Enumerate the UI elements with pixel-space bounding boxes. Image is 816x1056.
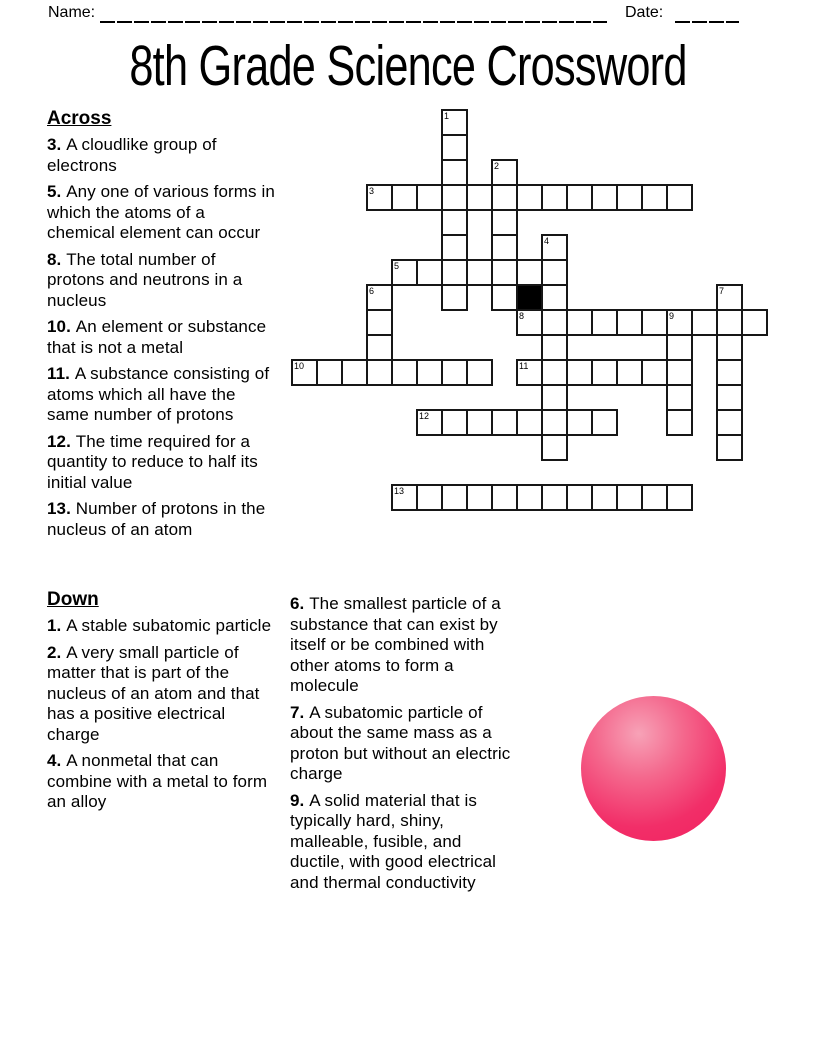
grid-cell-r10-c15[interactable] (666, 359, 693, 386)
grid-cell-r11-c17[interactable] (716, 384, 743, 411)
clue-text: The smallest particle of a substance that can exist by itself or be combined with other atoms to form a molecule (290, 594, 501, 695)
grid-cell-r7-c17[interactable] (716, 284, 743, 311)
grid-cell-r12-c9[interactable] (516, 409, 543, 436)
grid-cell-r12-c8[interactable] (491, 409, 518, 436)
grid-cell-r11-c15[interactable] (666, 384, 693, 411)
clue-number: 4. (47, 751, 67, 770)
grid-cell-r9-c15[interactable] (666, 334, 693, 361)
grid-cell-r15-c14[interactable] (641, 484, 668, 511)
clue-text: A substance consisting of atoms which all have the same number of protons (47, 364, 270, 424)
grid-cell-r10-c4[interactable] (391, 359, 418, 386)
grid-cell-r12-c17[interactable] (716, 409, 743, 436)
clue-across-12 (47, 432, 275, 494)
grid-cell-r10-c7[interactable] (466, 359, 493, 386)
pink-sphere-illustration (581, 696, 726, 841)
grid-cell-r13-c17[interactable] (716, 434, 743, 461)
grid-cell-r15-c4[interactable] (391, 484, 418, 511)
clue-number: 8. (47, 249, 67, 269)
grid-cell-r6-c9[interactable] (516, 259, 543, 286)
grid-cell-r6-c6[interactable] (441, 259, 468, 286)
grid-cell-r8-c3[interactable] (366, 309, 393, 336)
clue-number: 3. (47, 135, 67, 154)
clue-text: The total number of protons and neutrons in a nucleus (47, 249, 243, 310)
grid-cell-r8-c11[interactable] (566, 309, 593, 336)
clue-text: A stable subatomic particle (66, 616, 272, 635)
clue-text: A subatomic particle of about the same mass as a proton but without an electric charge (290, 702, 511, 783)
clue-across-5 (47, 182, 275, 244)
grid-cell-r3-c11[interactable] (566, 184, 593, 211)
clue-across-8 (47, 250, 275, 312)
grid-cell-r5-c10[interactable] (541, 234, 568, 261)
clue-text: A cloudlike group of electrons (47, 135, 217, 175)
grid-cell-r3-c5[interactable] (416, 184, 443, 211)
grid-cell-r10-c2[interactable] (341, 359, 368, 386)
cell-number: 7 (719, 286, 725, 296)
grid-cell-r3-c14[interactable] (641, 184, 668, 211)
clue-text: A nonmetal that can combine with a metal to form an alloy (47, 751, 268, 811)
grid-cell-r12-c7[interactable] (466, 409, 493, 436)
grid-cell-r10-c3[interactable] (366, 359, 393, 386)
clue-down-2 (47, 643, 277, 746)
grid-cell-r13-c10[interactable] (541, 434, 568, 461)
cell-number: 10 (294, 361, 305, 371)
cell-number: 1 (444, 111, 450, 121)
cell-number: 3 (369, 186, 375, 196)
grid-cell-r8-c15[interactable] (666, 309, 693, 336)
grid-cell-r15-c15[interactable] (666, 484, 693, 511)
clue-number: 7. (290, 702, 310, 722)
grid-cell-r12-c11[interactable] (566, 409, 593, 436)
grid-cell-r10-c1[interactable] (316, 359, 343, 386)
grid-cell-r12-c5[interactable] (416, 409, 443, 436)
grid-cell-r6-c8[interactable] (491, 259, 518, 286)
grid-cell-r10-c0[interactable] (291, 359, 318, 386)
grid-cell-r12-c10[interactable] (541, 409, 568, 436)
clue-text: Number of protons in the nucleus of an atom (47, 499, 266, 539)
grid-cell-r1-c6[interactable] (441, 134, 468, 161)
grid-cell-r15-c11[interactable] (566, 484, 593, 511)
clue-number: 9. (290, 790, 310, 810)
grid-cell-r8-c12[interactable] (591, 309, 618, 336)
grid-cell-black (516, 284, 543, 311)
grid-cell-r15-c6[interactable] (441, 484, 468, 511)
grid-cell-r6-c4[interactable] (391, 259, 418, 286)
grid-cell-r4-c6[interactable] (441, 209, 468, 236)
grid-cell-r3-c6[interactable] (441, 184, 468, 211)
grid-cell-r15-c9[interactable] (516, 484, 543, 511)
grid-cell-r3-c12[interactable] (591, 184, 618, 211)
clue-number: 1. (47, 616, 67, 635)
grid-cell-r9-c17[interactable] (716, 334, 743, 361)
cell-number: 2 (494, 161, 500, 171)
grid-cell-r10-c5[interactable] (416, 359, 443, 386)
clue-across-11 (47, 364, 275, 426)
grid-cell-r0-c6[interactable] (441, 109, 468, 136)
cell-number: 6 (369, 286, 375, 296)
grid-cell-r12-c12[interactable] (591, 409, 618, 436)
name-blank-line (100, 21, 607, 23)
cell-number: 8 (519, 311, 525, 321)
page-title: 8th Grade Science Crossword (129, 34, 687, 98)
grid-cell-r8-c10[interactable] (541, 309, 568, 336)
cell-number: 12 (419, 411, 430, 421)
down-heading: Down (47, 589, 99, 610)
grid-cell-r15-c7[interactable] (466, 484, 493, 511)
grid-cell-r10-c12[interactable] (591, 359, 618, 386)
across-clues-section (47, 108, 275, 546)
grid-cell-r3-c10[interactable] (541, 184, 568, 211)
grid-cell-r15-c5[interactable] (416, 484, 443, 511)
grid-cell-r3-c13[interactable] (616, 184, 643, 211)
grid-cell-r8-c9[interactable] (516, 309, 543, 336)
grid-cell-r3-c15[interactable] (666, 184, 693, 211)
clue-number: 11. (47, 364, 75, 383)
grid-cell-r3-c8[interactable] (491, 184, 518, 211)
grid-cell-r10-c17[interactable] (716, 359, 743, 386)
clue-text: An element or substance that is not a metal (47, 317, 267, 357)
cell-number: 5 (394, 261, 400, 271)
grid-cell-r3-c9[interactable] (516, 184, 543, 211)
grid-cell-r3-c3[interactable] (366, 184, 393, 211)
grid-cell-r10-c11[interactable] (566, 359, 593, 386)
name-label: Name: (48, 4, 96, 21)
clue-across-3 (47, 135, 275, 176)
grid-cell-r8-c13[interactable] (616, 309, 643, 336)
clue-number: 6. (290, 594, 310, 613)
grid-cell-r6-c5[interactable] (416, 259, 443, 286)
grid-cell-r7-c8[interactable] (491, 284, 518, 311)
grid-cell-r11-c10[interactable] (541, 384, 568, 411)
grid-cell-r7-c6[interactable] (441, 284, 468, 311)
clue-down-7 (290, 703, 516, 785)
grid-cell-r6-c7[interactable] (466, 259, 493, 286)
grid-cell-r15-c12[interactable] (591, 484, 618, 511)
grid-cell-r10-c13[interactable] (616, 359, 643, 386)
cell-number: 9 (669, 311, 675, 321)
clue-number: 10. (47, 317, 76, 336)
cell-number: 11 (519, 361, 529, 371)
clue-across-10 (47, 317, 275, 358)
clue-number: 5. (47, 182, 67, 201)
grid-cell-r2-c8[interactable] (491, 159, 518, 186)
grid-cell-r15-c10[interactable] (541, 484, 568, 511)
date-blank-line (675, 21, 739, 23)
clue-down-1 (47, 616, 277, 637)
clue-number: 12. (47, 431, 76, 451)
grid-cell-r3-c7[interactable] (466, 184, 493, 211)
grid-cell-r5-c6[interactable] (441, 234, 468, 261)
grid-cell-r15-c8[interactable] (491, 484, 518, 511)
across-heading: Across (47, 108, 112, 129)
cell-number: 4 (544, 236, 550, 246)
grid-cell-r8-c16[interactable] (691, 309, 718, 336)
clue-text: A very small particle of matter that is part of the nucleus of an atom and that has a positive electrical charge (47, 642, 260, 744)
grid-cell-r7-c3[interactable] (366, 284, 393, 311)
grid-cell-r5-c8[interactable] (491, 234, 518, 261)
grid-cell-r10-c10[interactable] (541, 359, 568, 386)
grid-cell-r12-c6[interactable] (441, 409, 468, 436)
grid-cell-r2-c6[interactable] (441, 159, 468, 186)
clue-across-13 (47, 499, 275, 540)
grid-cell-r3-c4[interactable] (391, 184, 418, 211)
grid-cell-r8-c17[interactable] (716, 309, 743, 336)
grid-cell-r15-c13[interactable] (616, 484, 643, 511)
cell-number: 13 (394, 486, 405, 496)
clue-text: The time required for a quantity to reduce to half its initial value (47, 431, 258, 492)
clue-down-9 (290, 791, 516, 894)
grid-cell-r9-c3[interactable] (366, 334, 393, 361)
grid-cell-r8-c18[interactable] (741, 309, 768, 336)
grid-cell-r10-c14[interactable] (641, 359, 668, 386)
grid-cell-r10-c9[interactable] (516, 359, 543, 386)
down-clues-section-right (290, 594, 516, 899)
grid-cell-r12-c15[interactable] (666, 409, 693, 436)
grid-cell-r6-c10[interactable] (541, 259, 568, 286)
clue-down-6 (290, 594, 516, 697)
grid-cell-r4-c8[interactable] (491, 209, 518, 236)
clue-number: 13. (47, 499, 76, 518)
clue-text: Any one of various forms in which the atoms of a chemical element can occur (47, 182, 275, 242)
grid-cell-r10-c6[interactable] (441, 359, 468, 386)
clue-number: 2. (47, 642, 67, 662)
grid-cell-r8-c14[interactable] (641, 309, 668, 336)
clue-text: A solid material that is typically hard, shiny, malleable, fusible, and ductile, with good electrical and thermal conductivity (290, 790, 497, 892)
clue-down-4 (47, 751, 277, 813)
grid-cell-r7-c10[interactable] (541, 284, 568, 311)
grid-cell-r9-c10[interactable] (541, 334, 568, 361)
down-clues-section-left (47, 589, 277, 819)
date-label: Date: (625, 4, 664, 21)
